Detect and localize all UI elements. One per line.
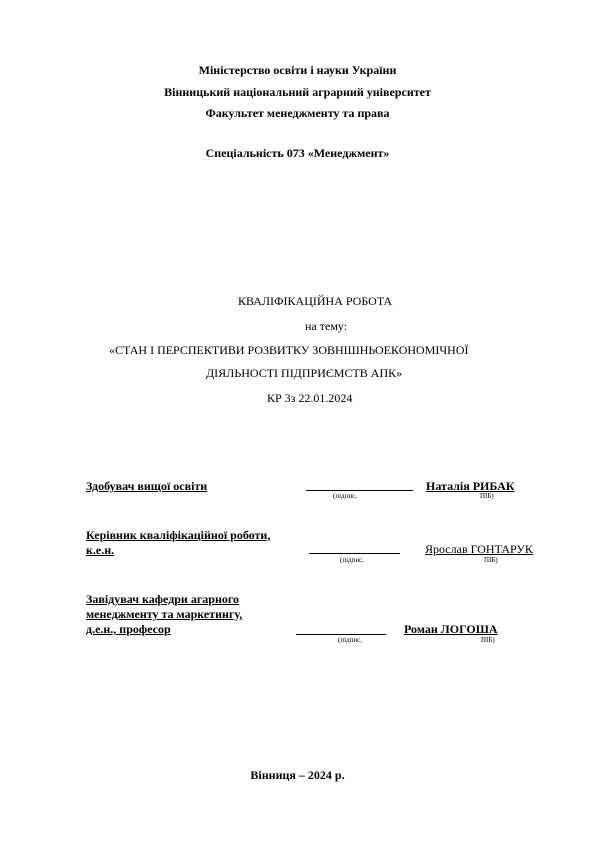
head-name-caption: ПІБ) [481, 636, 495, 644]
faculty-line: Факультет менеджменту та права [205, 106, 390, 120]
supervisor-name: Ярослав ГОНТАРУК [425, 542, 533, 556]
topic-line-1: «СТАН І ПЕРСПЕКТИВИ РОЗВИТКУ ЗОВНІШНЬОЕКОНОМІЧНОЇ [109, 343, 469, 357]
university-line: Вінницький національний аграрний університет [164, 85, 431, 99]
topic-line-2: ДІЯЛЬНОСТІ ПІДПРИЄМСТВ АПК» [206, 366, 403, 380]
head-role-label-1: Завідувач кафедри агарного [86, 592, 240, 606]
supervisor-name-caption: ПІБ) [484, 556, 498, 564]
head-role-label-3: д.е.н., професор [86, 622, 171, 636]
ministry-line: Міністерство освіти і науки України [198, 63, 397, 77]
student-name: Наталія РИБАК [426, 479, 515, 493]
head-role-label-2: менеджменту та маркетингу, [86, 607, 243, 621]
supervisor-role-label-2: к.е.н. [86, 543, 115, 557]
supervisor-role-label-1: Керівник кваліфікаційної роботи, [86, 528, 271, 542]
head-signature-line [296, 634, 386, 635]
student-name-caption: ПІБ) [480, 492, 494, 500]
student-signature-line [306, 490, 413, 491]
head-signature-caption: (підпис, [338, 636, 362, 644]
city-year-footer: Вінниця – 2024 р. [250, 768, 345, 782]
supervisor-signature-line [309, 553, 400, 554]
on-topic-label: на тему: [305, 319, 348, 333]
work-code: КР 3з 22.01.2024 [267, 391, 353, 405]
student-role-label: Здобувач вищої освіти [86, 479, 208, 493]
head-name: Роман ЛОГОША [404, 622, 498, 636]
specialty-line: Спеціальність 073 «Менеджмент» [205, 146, 390, 160]
supervisor-signature-caption: (підпис, [340, 556, 364, 564]
student-signature-caption: (підпис, [333, 492, 357, 500]
work-type-title: КВАЛІФІКАЦІЙНА РОБОТА [238, 294, 393, 308]
